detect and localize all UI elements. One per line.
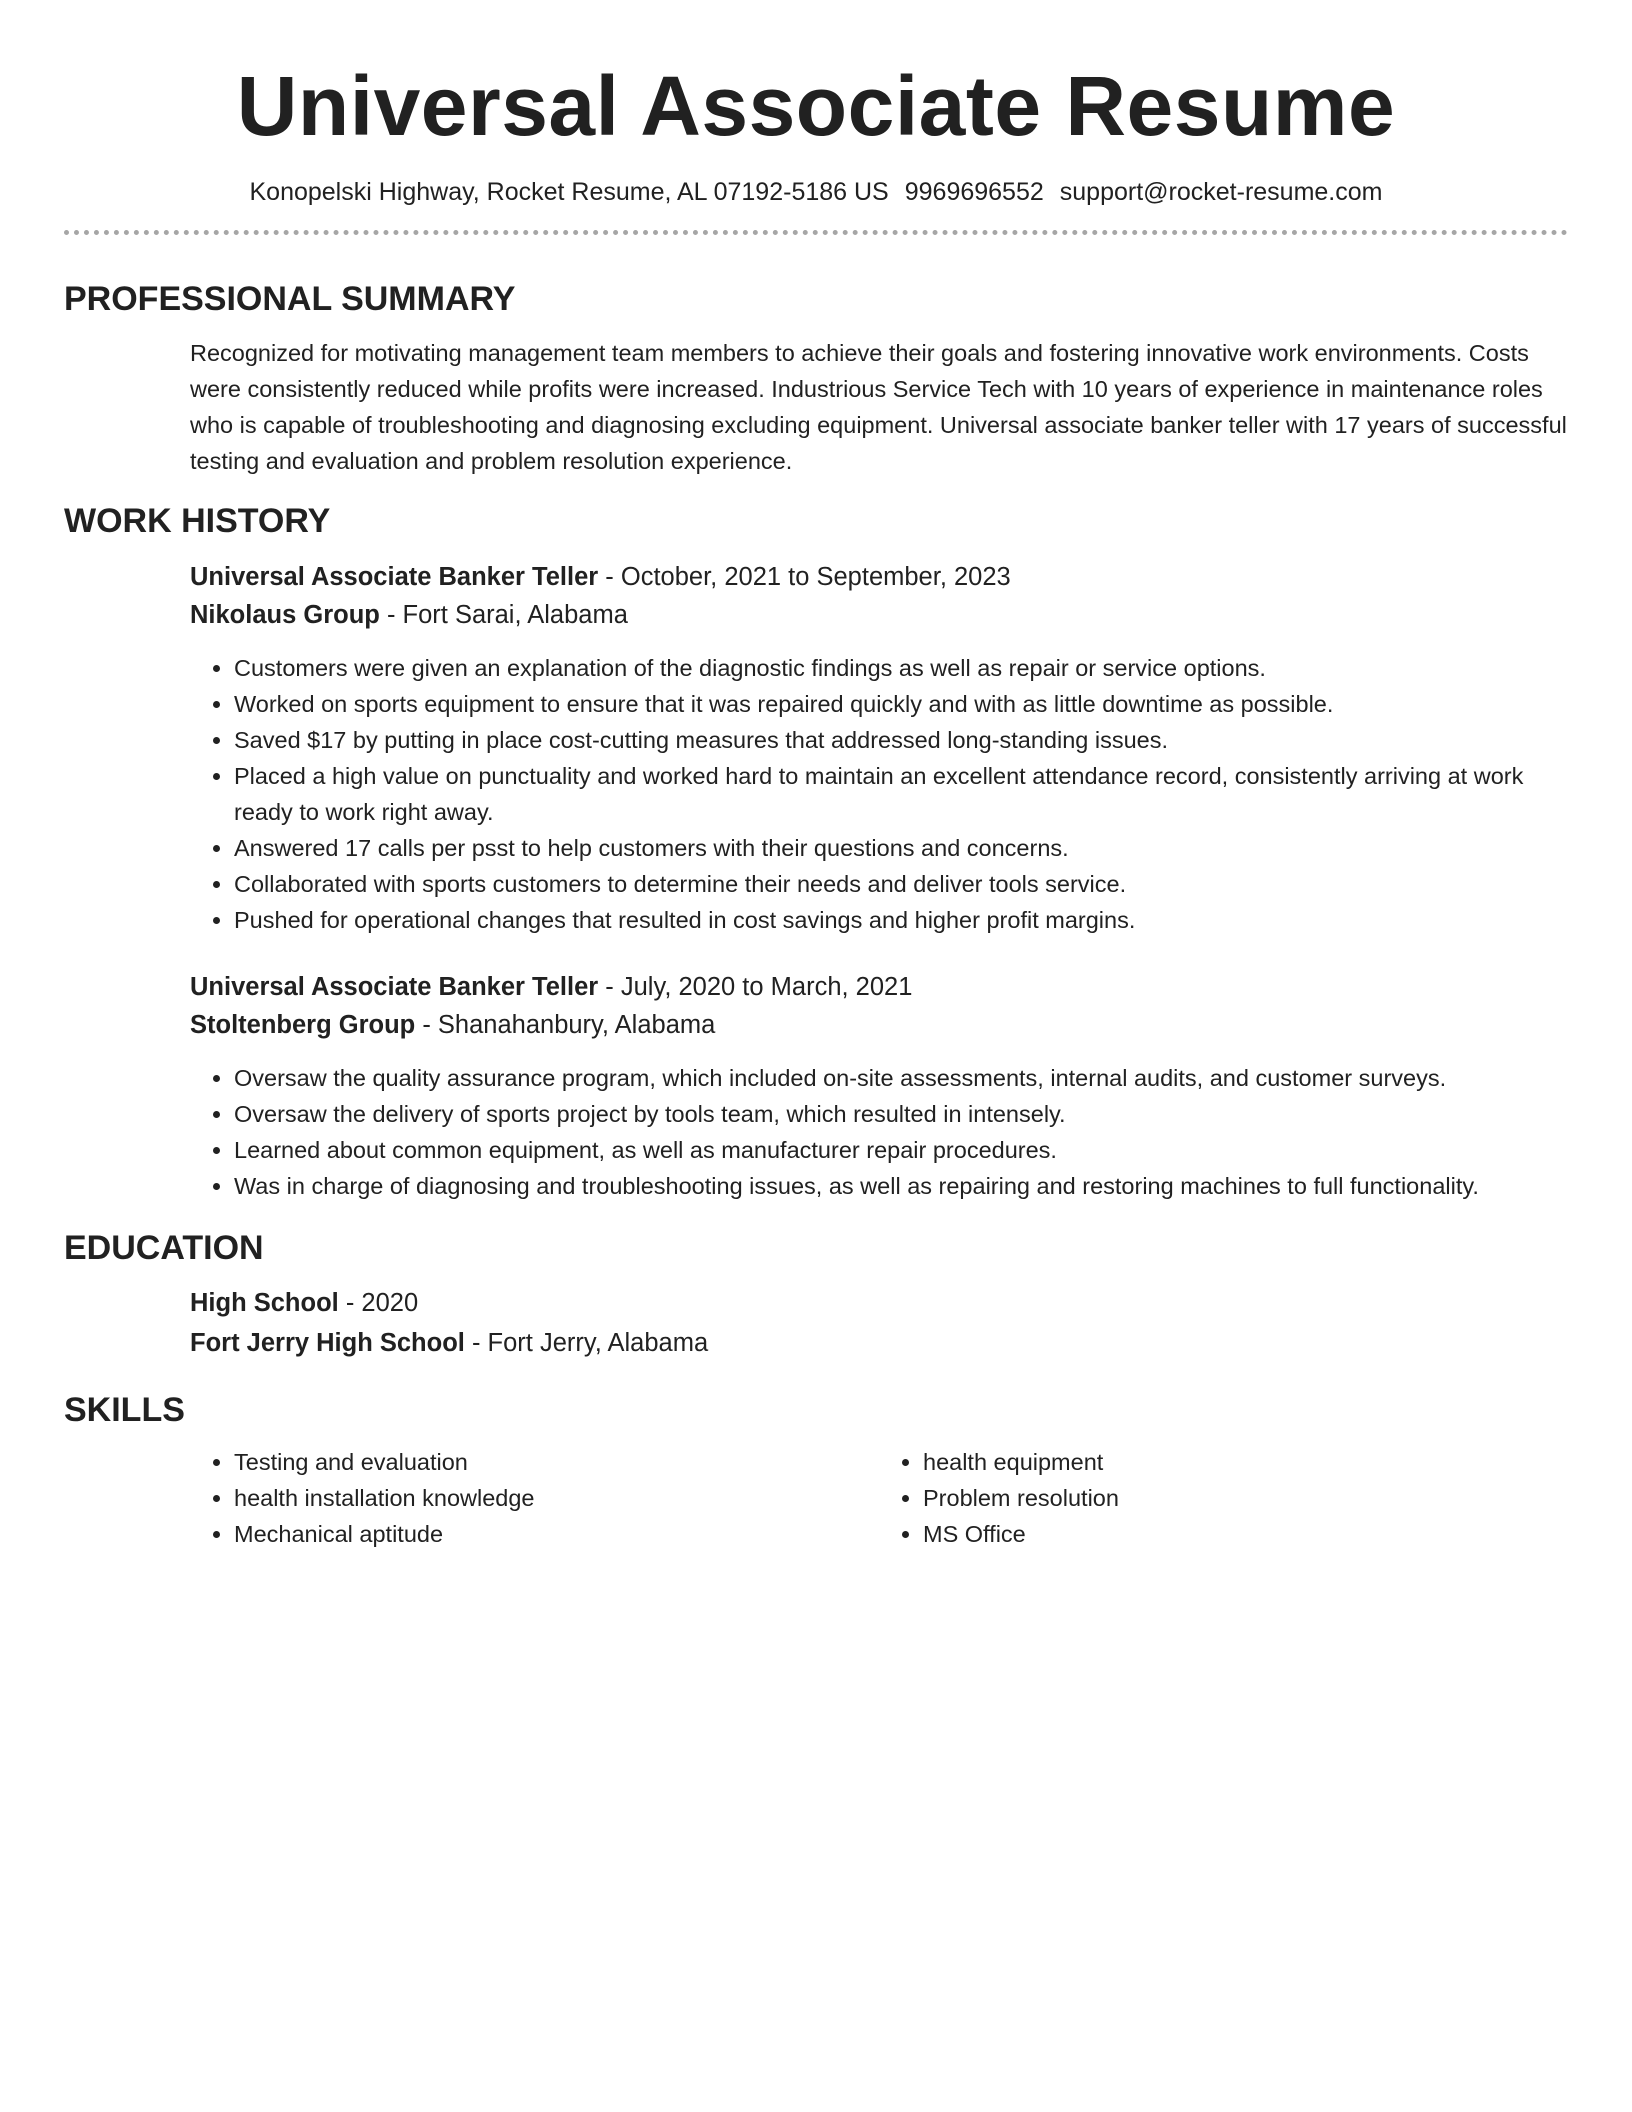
list-item: • Worked on sports equipment to ensure that it was repaired quickly and with as little downtime as possible. [234,686,1568,722]
header-divider [64,230,1568,235]
job-company: Nikolaus Group [190,601,380,629]
job-company-line [190,596,1568,634]
list-item: • Collaborated with sports customers to determine their needs and deliver tools service. [234,866,1568,902]
education-location: - Fort Jerry, Alabama [464,1329,709,1357]
work-history-section [190,558,1568,1204]
list-item: • Saved $17 by putting in place cost-cutting measures that addressed long-standing issues. [234,722,1568,758]
list-item: • Oversaw the quality assurance program, which included on-site assessments, internal audits, and customer surveys. [234,1060,1568,1096]
list-item: • Was in charge of diagnosing and troubleshooting issues, as well as repairing and restoring machines to full functionality. [234,1168,1568,1204]
work-history-heading: WORK HISTORY [64,502,331,540]
list-item: • health equipment [923,1444,1568,1480]
job-role: Universal Associate Banker Teller [190,563,599,591]
list-item: • Problem resolution [923,1480,1568,1516]
contact-phone: 9969696552 [904,178,1044,206]
education-degree: High School [190,1289,339,1317]
job-title-line [190,558,1568,596]
job-title-line [190,968,1568,1006]
list-item: • Testing and evaluation [234,1444,879,1480]
summary-heading: PROFESSIONAL SUMMARY [64,280,516,318]
education-year: - 2020 [338,1289,419,1317]
job-company-line [190,1006,1568,1044]
contact-address: Konopelski Highway, Rocket Resume, AL 07192-5186 US [249,178,889,206]
education-section [190,1284,1568,1362]
job-company: Stoltenberg Group [190,1011,416,1039]
skills-list-left [190,1444,879,1552]
list-item: • MS Office [923,1516,1568,1552]
list-item: • Learned about common equipment, as well as manufacturer repair procedures. [234,1132,1568,1168]
job-entry [190,558,1568,938]
job-bullet-list [190,1060,1568,1204]
job-location: - Fort Sarai, Alabama [379,601,628,629]
education-school-line [190,1324,1568,1362]
job-role: Universal Associate Banker Teller [190,973,599,1001]
education-school: Fort Jerry High School [190,1329,465,1357]
list-item: • Oversaw the delivery of sports project by tools team, which resulted in intensely. [234,1096,1568,1132]
list-item: • Answered 17 calls per psst to help customers with their questions and concerns. [234,830,1568,866]
job-entry [190,968,1568,1204]
list-item: • Mechanical aptitude [234,1516,879,1552]
list-item: • Placed a high value on punctuality and worked hard to maintain an excellent attendance record, consistently arriving at work ready to work right away. [234,758,1568,830]
list-item: • Customers were given an explanation of the diagnostic findings as well as repair or service options. [234,650,1568,686]
skills-heading: SKILLS [64,1391,185,1429]
contact-email: support@rocket-resume.com [1059,178,1383,206]
list-item: • health installation knowledge [234,1480,879,1516]
job-dates: - July, 2020 to March, 2021 [598,973,913,1001]
contact-line [64,176,1568,208]
job-bullet-list [190,650,1568,938]
job-dates: - October, 2021 to September, 2023 [598,563,1011,591]
list-item: • Pushed for operational changes that resulted in cost savings and higher profit margins. [234,902,1568,938]
job-location: - Shanahanbury, Alabama [415,1011,716,1039]
education-heading: EDUCATION [64,1229,264,1267]
education-degree-line [190,1284,1568,1322]
skills-list-right [879,1444,1568,1552]
resume-name: Universal Associate Resume [236,59,1396,153]
summary-text: Recognized for motivating management team members to achieve their goals and fostering innovative work environments. Costs were consistently reduced while profits were increased. Industrious Service Tech with 10 years of experience in maintenance roles who is capable of troubleshooting and diagnosing excluding equipment. Universal associate banker teller with 17 years of successful testing and evaluation and problem resolution experience. [190,340,1567,474]
summary-section [190,335,1568,479]
skills-section [190,1444,1568,1552]
